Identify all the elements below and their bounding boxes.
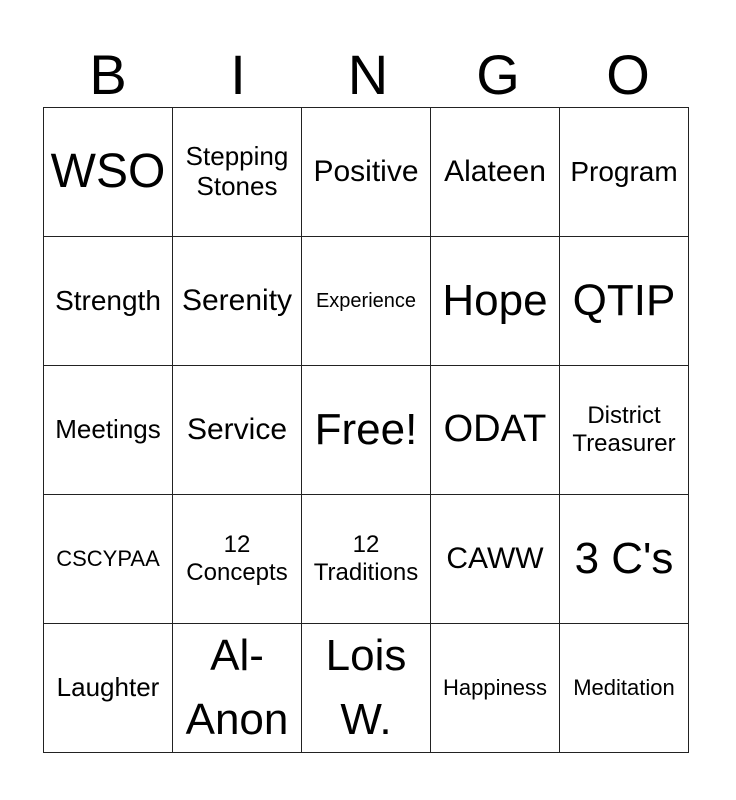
bingo-cell-label: Program [570,155,678,187]
bingo-cell-label: CSCYPAA [56,546,160,572]
header-letter-o: O [606,43,650,106]
bingo-cell[interactable] [302,495,431,624]
bingo-cell[interactable] [173,108,302,237]
board-row [44,108,689,237]
bingo-cell[interactable] [560,366,689,495]
bingo-cell[interactable] [431,495,560,624]
bingo-cell[interactable] [44,237,173,366]
bingo-cell-label: ODAT [443,408,547,451]
bingo-cell-label: 3 C's [574,534,674,584]
bingo-cell[interactable] [302,624,431,753]
bingo-cell[interactable] [44,495,173,624]
bingo-cell[interactable] [302,108,431,237]
bingo-cell-label: QTIP [572,276,676,326]
header-letter-i: I [230,43,246,106]
bingo-cell[interactable] [44,108,173,237]
bingo-header [43,42,693,108]
bingo-cell-label: Meetings [55,414,161,445]
bingo-cell[interactable] [431,237,560,366]
bingo-cell-label: CAWW [446,541,544,575]
board-row [44,624,689,753]
bingo-cell[interactable] [560,624,689,753]
bingo-cell-label: WSO [50,144,166,198]
bingo-cell-label: Alateen [444,154,546,188]
bingo-cell-label: Strength [55,284,161,316]
bingo-cell-label: Meditation [573,675,675,701]
bingo-cell[interactable] [173,624,302,753]
bingo-cell-label: Laughter [56,672,160,703]
bingo-cell[interactable] [431,624,560,753]
bingo-cell[interactable] [431,366,560,495]
bingo-cell-label: District Treasurer [572,402,676,457]
board-row [44,495,689,624]
board-row [44,237,689,366]
bingo-cell-label: Service [186,412,288,446]
bingo-cell-label: Happiness [443,675,547,701]
board-row [44,366,689,495]
bingo-cell-label: Free! [314,405,418,455]
bingo-cell[interactable] [302,366,431,495]
bingo-cell[interactable] [302,237,431,366]
bingo-cell[interactable] [44,624,173,753]
bingo-cell[interactable] [173,366,302,495]
bingo-cell[interactable] [560,495,689,624]
bingo-cell-label: Stepping Stones [185,141,289,201]
bingo-cell-label: Positive [313,154,419,188]
bingo-cell-label: Al-Anon [185,631,289,744]
bingo-cell[interactable] [560,237,689,366]
bingo-board [43,107,689,753]
bingo-cell-label: 12 Concepts [186,531,288,586]
bingo-cell[interactable] [431,108,560,237]
header-letter-b: B [89,43,127,106]
bingo-cell-label: Serenity [181,283,293,317]
bingo-cell-label: Hope [442,276,548,326]
bingo-cell-label: Experience [315,289,417,312]
bingo-cell[interactable] [173,495,302,624]
bingo-cell-label: 12 Traditions [313,531,419,586]
header-letter-g: G [476,43,520,106]
bingo-cell[interactable] [173,237,302,366]
bingo-cell[interactable] [560,108,689,237]
header-letter-n: N [347,43,389,106]
bingo-cell[interactable] [44,366,173,495]
bingo-cell-label: Lois W. [325,631,407,744]
